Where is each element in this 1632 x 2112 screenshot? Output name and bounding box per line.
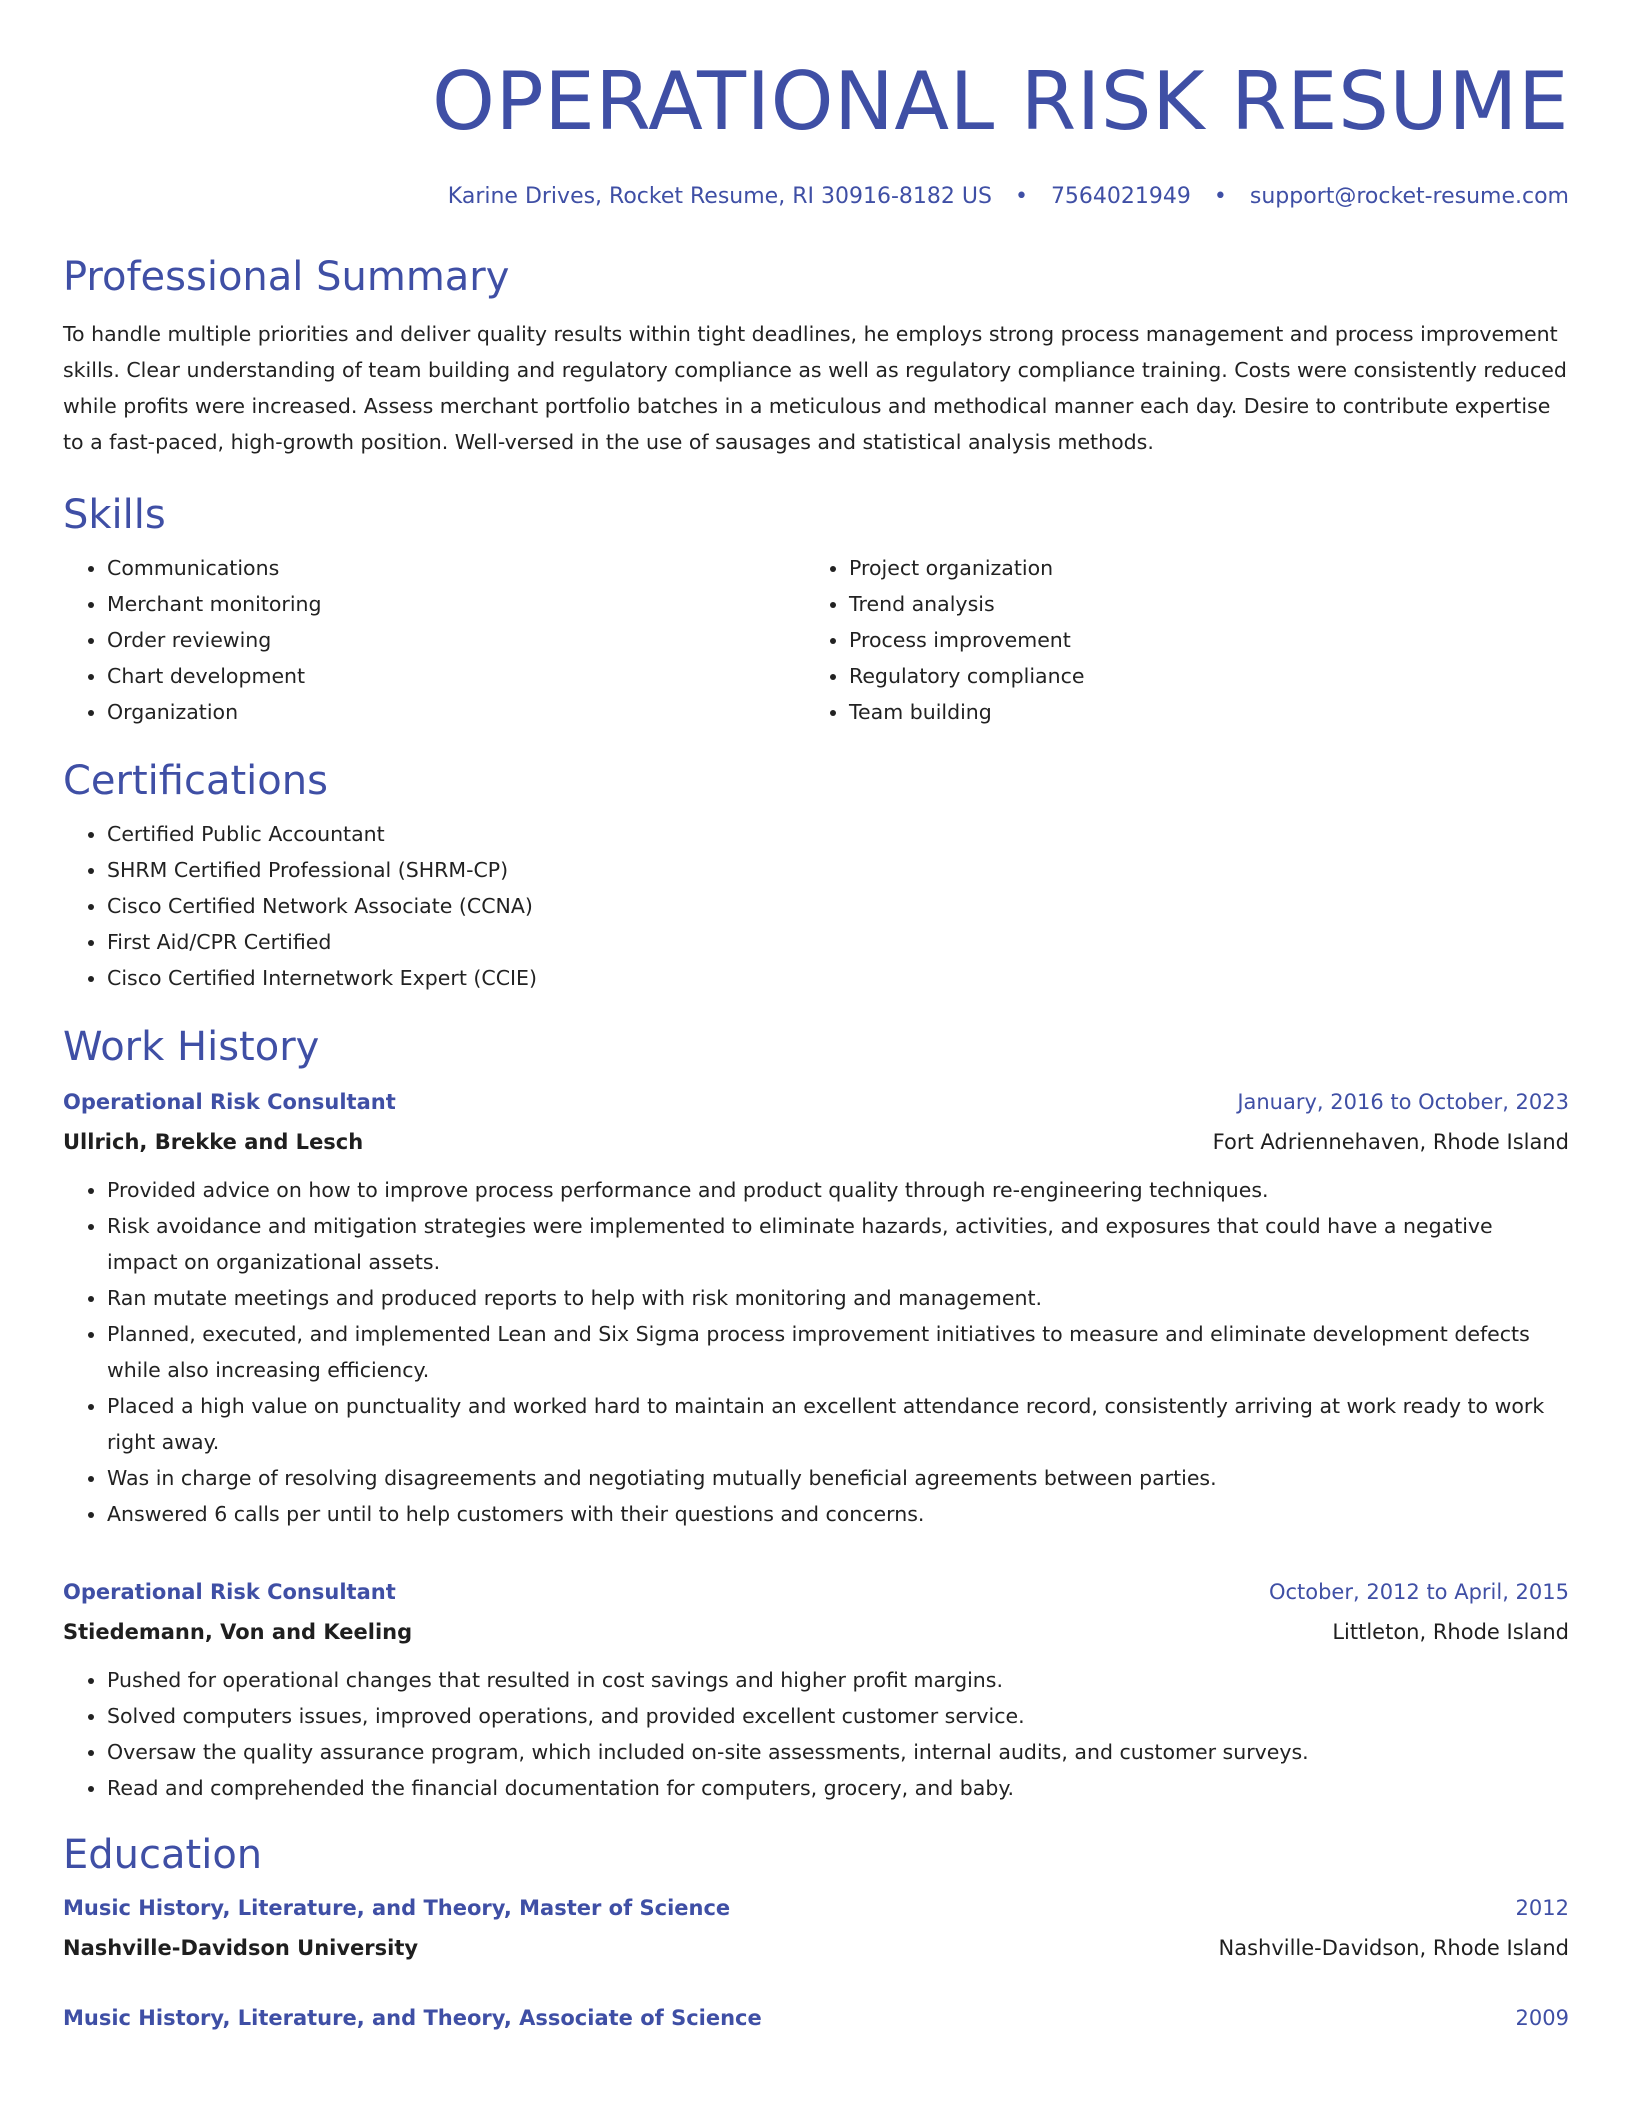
job-duty: • Answered 6 calls per until to help customers with their questions and concerns.: [107, 1496, 1569, 1532]
job-title: Operational Risk Consultant: [63, 1090, 396, 1114]
job-duty: • Pushed for operational changes that resulted in cost savings and higher profit margins.: [107, 1662, 1569, 1698]
contact-line: [63, 182, 1569, 212]
job-location: Fort Adriennehaven, Rhode Island: [1212, 1130, 1569, 1154]
contact-email[interactable]: support@rocket-resume.com: [1249, 184, 1569, 209]
education-school-row: [63, 1928, 1569, 1968]
work-history-heading: Work History: [63, 1024, 320, 1070]
job-header-row: [63, 1572, 1569, 1612]
certification-item: • First Aid/CPR Certified: [107, 924, 1569, 960]
job-employer: Ullrich, Brekke and Lesch: [63, 1130, 364, 1154]
contact-phone[interactable]: 7564021949: [1050, 184, 1191, 209]
job-duty: • Solved computers issues, improved operations, and provided excellent customer service.: [107, 1698, 1569, 1734]
contact-separator: •: [1213, 184, 1227, 209]
education-location: Nashville-Davidson, Rhode Island: [1218, 1936, 1569, 1960]
resume-title: OPERATIONAL RISK RESUME: [431, 55, 1569, 148]
job-header-row: [63, 1082, 1569, 1122]
education-degree: Music History, Literature, and Theory, Associate of Science: [63, 2006, 762, 2030]
education-entry: [63, 1998, 1569, 2038]
skills-column-right: [805, 550, 1084, 730]
skill-item: • Project organization: [849, 550, 1084, 586]
job-employer: Stiedemann, Von and Keeling: [63, 1620, 413, 1644]
job-duty: • Risk avoidance and mitigation strategies were implemented to eliminate hazards, activities, and exposures that could have a negative impact on organizational assets.: [107, 1208, 1569, 1280]
education-school: Nashville-Davidson University: [63, 1936, 419, 1960]
job-dates: January, 2016 to October, 2023: [1237, 1090, 1569, 1114]
certifications-list: [63, 816, 1569, 996]
education-header-row: [63, 1888, 1569, 1928]
education-year: 2012: [1515, 1896, 1569, 1920]
job-duties-list: [63, 1172, 1569, 1532]
skills-heading: Skills: [63, 492, 166, 538]
job-duty: • Planned, executed, and implemented Lean and Six Sigma process improvement initiatives to measure and eliminate development defects while also increasing efficiency.: [107, 1316, 1569, 1388]
skill-item: • Process improvement: [849, 622, 1084, 658]
certification-item: • Certified Public Accountant: [107, 816, 1569, 852]
summary-heading: Professional Summary: [63, 254, 510, 300]
job-employer-row: [63, 1122, 1569, 1162]
education-header-row: [63, 1998, 1569, 2038]
job-duty: • Provided advice on how to improve process performance and product quality through re-engineering techniques.: [107, 1172, 1569, 1208]
skill-item: • Regulatory compliance: [849, 658, 1084, 694]
skill-item: • Merchant monitoring: [107, 586, 805, 622]
education-heading: Education: [63, 1832, 263, 1878]
skill-item: • Trend analysis: [849, 586, 1084, 622]
contact-address: Karine Drives, Rocket Resume, RI 30916-8182 US: [447, 184, 992, 209]
skill-item: • Organization: [107, 694, 805, 730]
job-duty: • Placed a high value on punctuality and worked hard to maintain an excellent attendance record, consistently arriving at work ready to work right away.: [107, 1388, 1569, 1460]
certifications-heading: Certifications: [63, 758, 328, 804]
skill-item: • Order reviewing: [107, 622, 805, 658]
job-employer-row: [63, 1612, 1569, 1652]
skill-item: • Team building: [849, 694, 1084, 730]
job-location: Littleton, Rhode Island: [1332, 1620, 1569, 1644]
skill-item: • Chart development: [107, 658, 805, 694]
job-duty: • Read and comprehended the financial documentation for computers, grocery, and baby.: [107, 1770, 1569, 1806]
certification-item: • SHRM Certified Professional (SHRM-CP): [107, 852, 1569, 888]
education-year: 2009: [1515, 2006, 1569, 2030]
skills-column-left: [63, 550, 805, 730]
contact-separator: •: [1014, 184, 1028, 209]
job-duties-list: [63, 1662, 1569, 1806]
certification-item: • Cisco Certified Internetwork Expert (CCIE): [107, 960, 1569, 996]
summary-text: To handle multiple priorities and deliver quality results within tight deadlines, he employs strong process management and process improvement skills. Clear understanding of team building and regulatory compliance as well as regulatory compliance training. Costs were consistently reduced while profits were increased. Assess merchant portfolio batches in a meticulous and methodical manner each day. Desire to contribute expertise to a fast-paced, high-growth position. Well-versed in the use of sausages and statistical analysis methods.: [63, 322, 1567, 454]
education-entry: [63, 1888, 1569, 1968]
job-duty: • Ran mutate meetings and produced reports to help with risk monitoring and management.: [107, 1280, 1569, 1316]
job-entry: [63, 1572, 1569, 1806]
education-degree: Music History, Literature, and Theory, Master of Science: [63, 1896, 731, 1920]
job-entry: [63, 1082, 1569, 1532]
job-dates: October, 2012 to April, 2015: [1268, 1580, 1569, 1604]
job-duty: • Oversaw the quality assurance program, which included on-site assessments, internal audits, and customer surveys.: [107, 1734, 1569, 1770]
certification-item: • Cisco Certified Network Associate (CCNA): [107, 888, 1569, 924]
job-duty: • Was in charge of resolving disagreements and negotiating mutually beneficial agreements between parties.: [107, 1460, 1569, 1496]
job-title: Operational Risk Consultant: [63, 1580, 396, 1604]
skill-item: • Communications: [107, 550, 805, 586]
skills-list: [63, 550, 1569, 730]
